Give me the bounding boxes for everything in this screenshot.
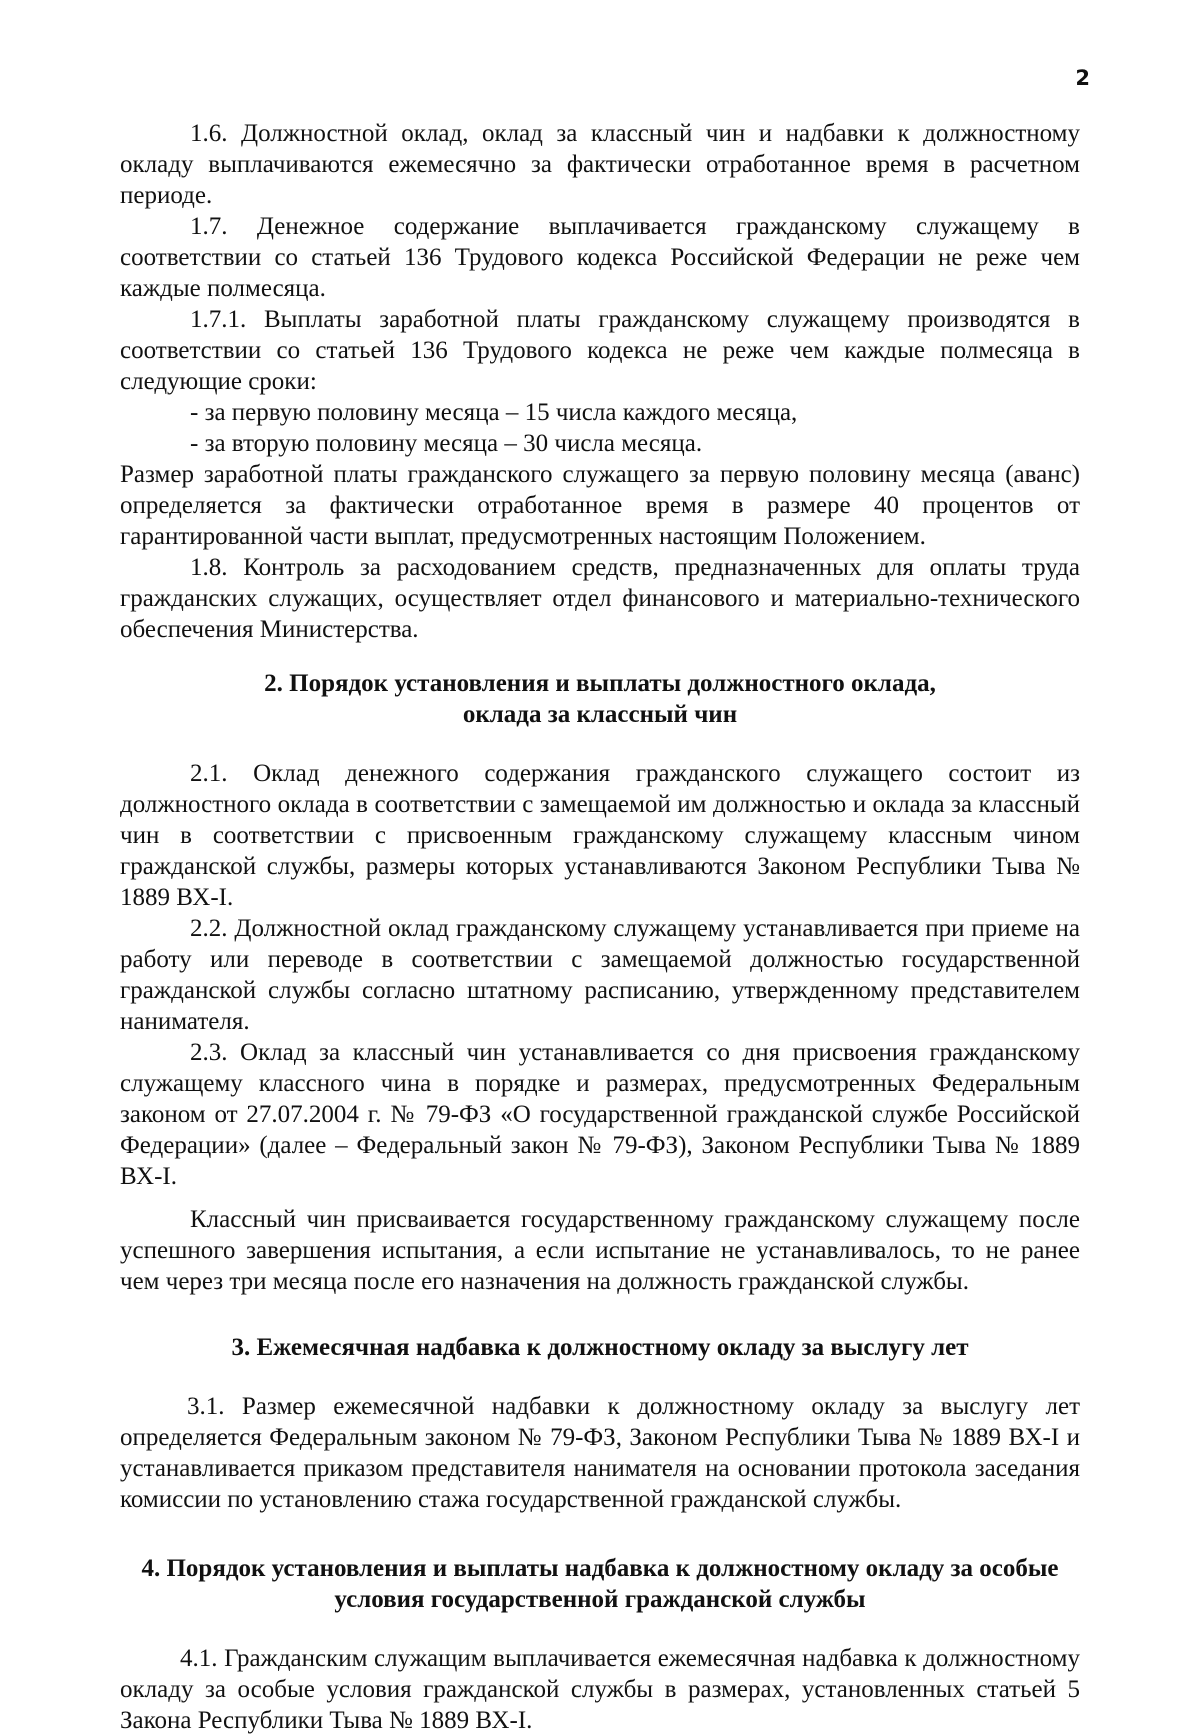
section-heading xyxy=(120,668,1080,730)
section-heading xyxy=(120,1553,1080,1615)
paragraph: 1.8. Контроль за расходованием средств, предназначенных для оплаты труда гражданских служащих, осуществляет отдел финансового и материально-технического обеспечения Министерства. xyxy=(120,554,1080,643)
paragraph: Размер заработной платы гражданского служащего за первую половину месяца (аванс) определяется за фактически отработанное время в размере 40 процентов от гарантированной части выплат, предусмотренных настоящим Положением. xyxy=(120,461,1080,550)
section-heading-line: 4. Порядок установления и выплаты надбавка к должностному окладу за особые xyxy=(141,1555,1059,1582)
section-heading-line: 3. Ежемесячная надбавка к должностному окладу за выслугу лет xyxy=(231,1334,969,1361)
paragraph: Классный чин присваивается государственному гражданскому служащему после успешного завершения испытания, а если испытание не устанавливалось, то не ранее чем через три месяца после его назначения на должность гражданской службы. xyxy=(120,1206,1080,1295)
paragraph: 1.7.1. Выплаты заработной платы гражданскому служащему производятся в соответствии со статьей 136 Трудового кодекса не реже чем каждые полмесяца в следующие сроки: xyxy=(120,306,1080,395)
list-item: - за вторую половину месяца – 30 числа месяца. xyxy=(190,430,703,457)
paragraph: 4.1. Гражданским служащим выплачивается ежемесячная надбавка к должностному окладу за особые условия гражданской службы в размерах, установленных статьей 5 Закона Республики Тыва № 1889 ВХ-I. xyxy=(120,1645,1080,1734)
paragraph: 2.3. Оклад за классный чин устанавливается со дня присвоения гражданскому служащему классного чина в порядке и размерах, предусмотренных Федеральным законом от 27.07.2004 г. № 79-ФЗ «О государственной гражданской службе Российской Федерации» (далее – Федеральный закон № 79-ФЗ), Законом Республики Тыва № 1889 ВХ-I. xyxy=(120,1039,1080,1190)
page-number: 2 xyxy=(1075,66,1090,90)
section-heading-line: 2. Порядок установления и выплаты должностного оклада, xyxy=(264,670,936,697)
paragraph: 1.7. Денежное содержание выплачивается гражданскому служащему в соответствии со статьей 136 Трудового кодекса Российской Федерации не реже чем каждые полмесяца. xyxy=(120,213,1080,302)
list-item: - за первую половину месяца – 15 числа каждого месяца, xyxy=(190,399,798,426)
paragraph: 2.1. Оклад денежного содержания гражданского служащего состоит из должностного оклада в соответствии с замещаемой им должностью и оклада за классный чин в соответствии с присвоенным гражданскому служащему классным чином гражданской службы, размеры которых устанавливаются Законом Республики Тыва № 1889 ВХ-I. xyxy=(120,760,1080,911)
section-heading-line: условия государственной гражданской службы xyxy=(334,1586,866,1613)
paragraph: 1.6. Должностной оклад, оклад за классный чин и надбавки к должностному окладу выплачиваются ежемесячно за фактически отработанное время в расчетном периоде. xyxy=(120,120,1080,209)
paragraph: 3.1. Размер ежемесячной надбавки к должностному окладу за выслугу лет определяется Федеральным законом № 79-ФЗ, Законом Республики Тыва № 1889 ВХ-I и устанавливается приказом представителя нанимателя на основании протокола заседания комиссии по установлению стажа государственной гражданской службы. xyxy=(120,1393,1080,1513)
document-body xyxy=(120,118,1080,1736)
section-heading-line: оклада за классный чин xyxy=(462,701,738,728)
section-heading xyxy=(120,1332,1080,1363)
paragraph: 2.2. Должностной оклад гражданскому служащему устанавливается при приеме на работу или переводе в соответствии с замещаемой должностью государственной гражданской службы согласно штатному расписанию, утвержденному представителем нанимателя. xyxy=(120,915,1080,1035)
